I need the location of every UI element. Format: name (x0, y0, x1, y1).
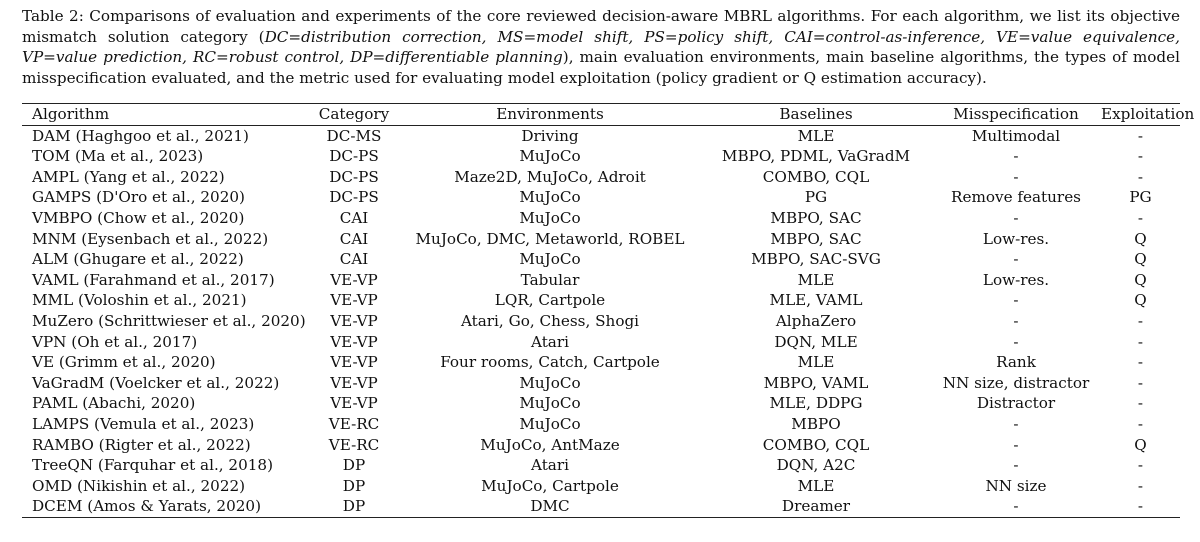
cell-category: VE-VP (330, 373, 378, 392)
cell-environments: Atari (531, 332, 569, 351)
cell-misspecification: - (931, 496, 1101, 517)
cell-category: DP (342, 476, 366, 495)
cell-environments: Atari, Go, Chess, Shogi (460, 311, 640, 330)
table-row (22, 393, 1180, 414)
cell-environments: MuJoCo (519, 208, 581, 227)
cell-baselines: MBPO (791, 414, 841, 433)
table-row (22, 332, 1180, 353)
header-category: Category (309, 104, 399, 126)
comparison-table (22, 103, 1195, 518)
table-row (22, 125, 1180, 146)
cell-baselines: MLE (797, 126, 835, 145)
table-row (22, 373, 1180, 394)
header-misspecification: Misspecification (931, 104, 1101, 126)
cell-misspecification: - (1013, 414, 1019, 433)
cell-category: VE-RC (328, 414, 380, 433)
cell-misspecification: - (1013, 311, 1019, 330)
cell-environments: MuJoCo, DMC, Metaworld, ROBEL (415, 229, 685, 248)
cell-baselines: AlphaZero (775, 311, 857, 330)
cell-environments: MuJoCo (519, 188, 581, 207)
cell-exploitation: - (1137, 353, 1144, 372)
cell-misspecification: - (1013, 435, 1019, 454)
cell-environments: MuJoCo (519, 373, 581, 392)
cell-baselines: DQN, MLE (774, 332, 858, 351)
cell-algorithm: MuZero (Schrittwieser et al., 2020) (32, 311, 306, 330)
cell-algorithm: TOM (Ma et al., 2023) (32, 147, 204, 166)
cell-baselines: MBPO, VAML (763, 373, 869, 392)
cell-environments: Atari (531, 456, 569, 475)
cell-environments: Tabular (520, 270, 580, 289)
header-exploitation: Exploitation (1101, 104, 1180, 126)
cell-baselines: MLE, DDPG (769, 394, 863, 413)
cell-baselines: COMBO, CQL (762, 435, 870, 454)
table-row (22, 476, 1180, 497)
cell-category: CAI (339, 229, 369, 248)
cell-misspecification: - (1013, 456, 1019, 475)
cell-misspecification: - (1013, 147, 1019, 166)
table-row (22, 270, 1180, 291)
header-environments: Environments (399, 104, 701, 126)
cell-algorithm: VMBPO (Chow et al., 2020) (32, 208, 245, 227)
cell-exploitation: - (1137, 311, 1144, 330)
cell-algorithm: GAMPS (D'Oro et al., 2020) (32, 188, 245, 207)
cell-exploitation: - (1137, 147, 1144, 166)
table-row (22, 249, 1180, 270)
table-body (22, 125, 1180, 517)
header-baselines: Baselines (701, 104, 931, 126)
cell-category: VE-VP (330, 311, 378, 330)
header-algorithm: Algorithm (22, 104, 309, 126)
cell-baselines: MBPO, PDML, VaGradM (721, 147, 911, 166)
cell-environments: MuJoCo (519, 394, 581, 413)
caption-lead: Table 2: Comparisons of evaluation and experiments of the core reviewed decision-aware MBRL algorithms. For each algorithm, we list its objective mismatch solution category ( (22, 7, 1180, 46)
cell-environments: Driving (521, 126, 579, 145)
table-row (22, 435, 1180, 456)
cell-exploitation: Q (1134, 270, 1147, 289)
cell-exploitation: - (1137, 394, 1144, 413)
table-row (22, 146, 1180, 167)
table-row (22, 229, 1180, 250)
cell-algorithm: VE (Grimm et al., 2020) (32, 353, 216, 372)
cell-baselines: COMBO, CQL (762, 167, 870, 186)
table-row (22, 290, 1180, 311)
cell-misspecification: Rank (996, 353, 1036, 372)
cell-algorithm: VaGradM (Voelcker et al., 2022) (32, 373, 280, 392)
cell-category: VE-VP (330, 291, 378, 310)
cell-algorithm: LAMPS (Vemula et al., 2023) (32, 414, 255, 433)
cell-misspecification: Multimodal (971, 126, 1061, 145)
cell-baselines: MLE, VAML (769, 291, 863, 310)
cell-misspecification: Distractor (976, 394, 1056, 413)
cell-baselines: MBPO, SAC (770, 229, 862, 248)
cell-category: VE-VP (330, 270, 378, 289)
cell-baselines: MBPO, SAC-SVG (751, 250, 881, 269)
table-row (22, 352, 1180, 373)
cell-category: DC-PS (329, 147, 379, 166)
table-row (22, 311, 1180, 332)
table-row (22, 414, 1180, 435)
cell-algorithm: AMPL (Yang et al., 2022) (32, 167, 225, 186)
cell-algorithm: PAML (Abachi, 2020) (32, 394, 196, 413)
cell-exploitation: Q (1134, 250, 1147, 269)
cell-exploitation: Q (1134, 435, 1147, 454)
cell-algorithm: MML (Voloshin et al., 2021) (32, 291, 247, 310)
cell-algorithm: VAML (Farahmand et al., 2017) (32, 270, 275, 289)
cell-category: VE-VP (330, 394, 378, 413)
cell-environments: LQR, Cartpole (494, 291, 606, 310)
cell-algorithm: DCEM (Amos & Yarats, 2020) (22, 496, 309, 517)
cell-category: DC-PS (329, 167, 379, 186)
cell-baselines: DQN, A2C (776, 456, 856, 475)
cell-algorithm: MNM (Eysenbach et al., 2022) (32, 229, 269, 248)
cell-algorithm: RAMBO (Rigter et al., 2022) (32, 435, 251, 454)
cell-algorithm: ALM (Ghugare et al., 2022) (32, 250, 244, 269)
cell-environments: DMC (399, 496, 701, 517)
cell-category: DC-PS (329, 188, 379, 207)
cell-environments: Four rooms, Catch, Cartpole (440, 353, 660, 372)
cell-algorithm: VPN (Oh et al., 2017) (32, 332, 198, 351)
cell-exploitation: - (1137, 373, 1144, 392)
table-row (22, 167, 1180, 188)
cell-exploitation: - (1101, 496, 1180, 517)
cell-category: CAI (339, 250, 369, 269)
cell-baselines: MLE (797, 353, 835, 372)
cell-environments: MuJoCo (519, 147, 581, 166)
cell-misspecification: NN size (985, 476, 1047, 495)
cell-baselines: Dreamer (701, 496, 931, 517)
cell-algorithm: OMD (Nikishin et al., 2022) (32, 476, 246, 495)
cell-misspecification: - (1013, 332, 1019, 351)
table-row (22, 496, 1180, 517)
cell-misspecification: - (1013, 208, 1019, 227)
cell-misspecification: - (1013, 291, 1019, 310)
cell-exploitation: - (1137, 332, 1144, 351)
cell-exploitation: - (1137, 476, 1144, 495)
cell-baselines: PG (804, 188, 828, 207)
cell-exploitation: - (1137, 167, 1144, 186)
cell-environments: Maze2D, MuJoCo, Adroit (454, 167, 646, 186)
cell-category: DP (309, 496, 399, 517)
table-row (22, 187, 1180, 208)
cell-exploitation: - (1137, 414, 1144, 433)
cell-environments: MuJoCo, Cartpole (481, 476, 619, 495)
caption-tail: ), main evaluation environments, main baseline algorithms, the types of model misspecification evaluated, and the metric used for evaluating model exploitation (policy gradient or Q estimation accuracy). (22, 48, 1180, 87)
cell-environments: MuJoCo (519, 414, 581, 433)
table-caption (22, 6, 1180, 88)
cell-algorithm: TreeQN (Farquhar et al., 2018) (32, 456, 273, 475)
cell-exploitation: - (1137, 126, 1144, 145)
cell-category: VE-RC (328, 435, 380, 454)
cell-misspecification: Low-res. (982, 229, 1050, 248)
caption-category-definitions: DC=distribution correction, MS=model shift, PS=policy shift, CAI=control-as-inference, VE=value equivalence, VP=value prediction, RC=robust control, DP=differentiable planning (22, 27, 1180, 67)
cell-environments: MuJoCo (519, 250, 581, 269)
cell-exploitation: PG (1129, 188, 1152, 207)
table-row (22, 455, 1180, 476)
cell-category: VE-VP (330, 353, 378, 372)
cell-misspecification: Low-res. (982, 270, 1050, 289)
cell-misspecification: NN size, distractor (942, 373, 1090, 392)
cell-category: VE-VP (330, 332, 378, 351)
cell-exploitation: - (1137, 208, 1144, 227)
cell-misspecification: Remove features (951, 188, 1081, 207)
table-header-row (22, 104, 1180, 126)
cell-baselines: MLE (797, 270, 835, 289)
cell-misspecification: - (1013, 250, 1019, 269)
cell-exploitation: - (1137, 456, 1144, 475)
cell-algorithm: DAM (Haghgoo et al., 2021) (32, 126, 249, 145)
cell-misspecification: - (1013, 167, 1019, 186)
cell-exploitation: Q (1134, 229, 1147, 248)
cell-exploitation: Q (1134, 291, 1147, 310)
cell-baselines: MLE (797, 476, 835, 495)
cell-category: DP (342, 456, 366, 475)
cell-environments: MuJoCo, AntMaze (480, 435, 620, 454)
table-row (22, 208, 1180, 229)
cell-baselines: MBPO, SAC (770, 208, 862, 227)
cell-category: DC-MS (326, 126, 382, 145)
cell-category: CAI (339, 208, 369, 227)
